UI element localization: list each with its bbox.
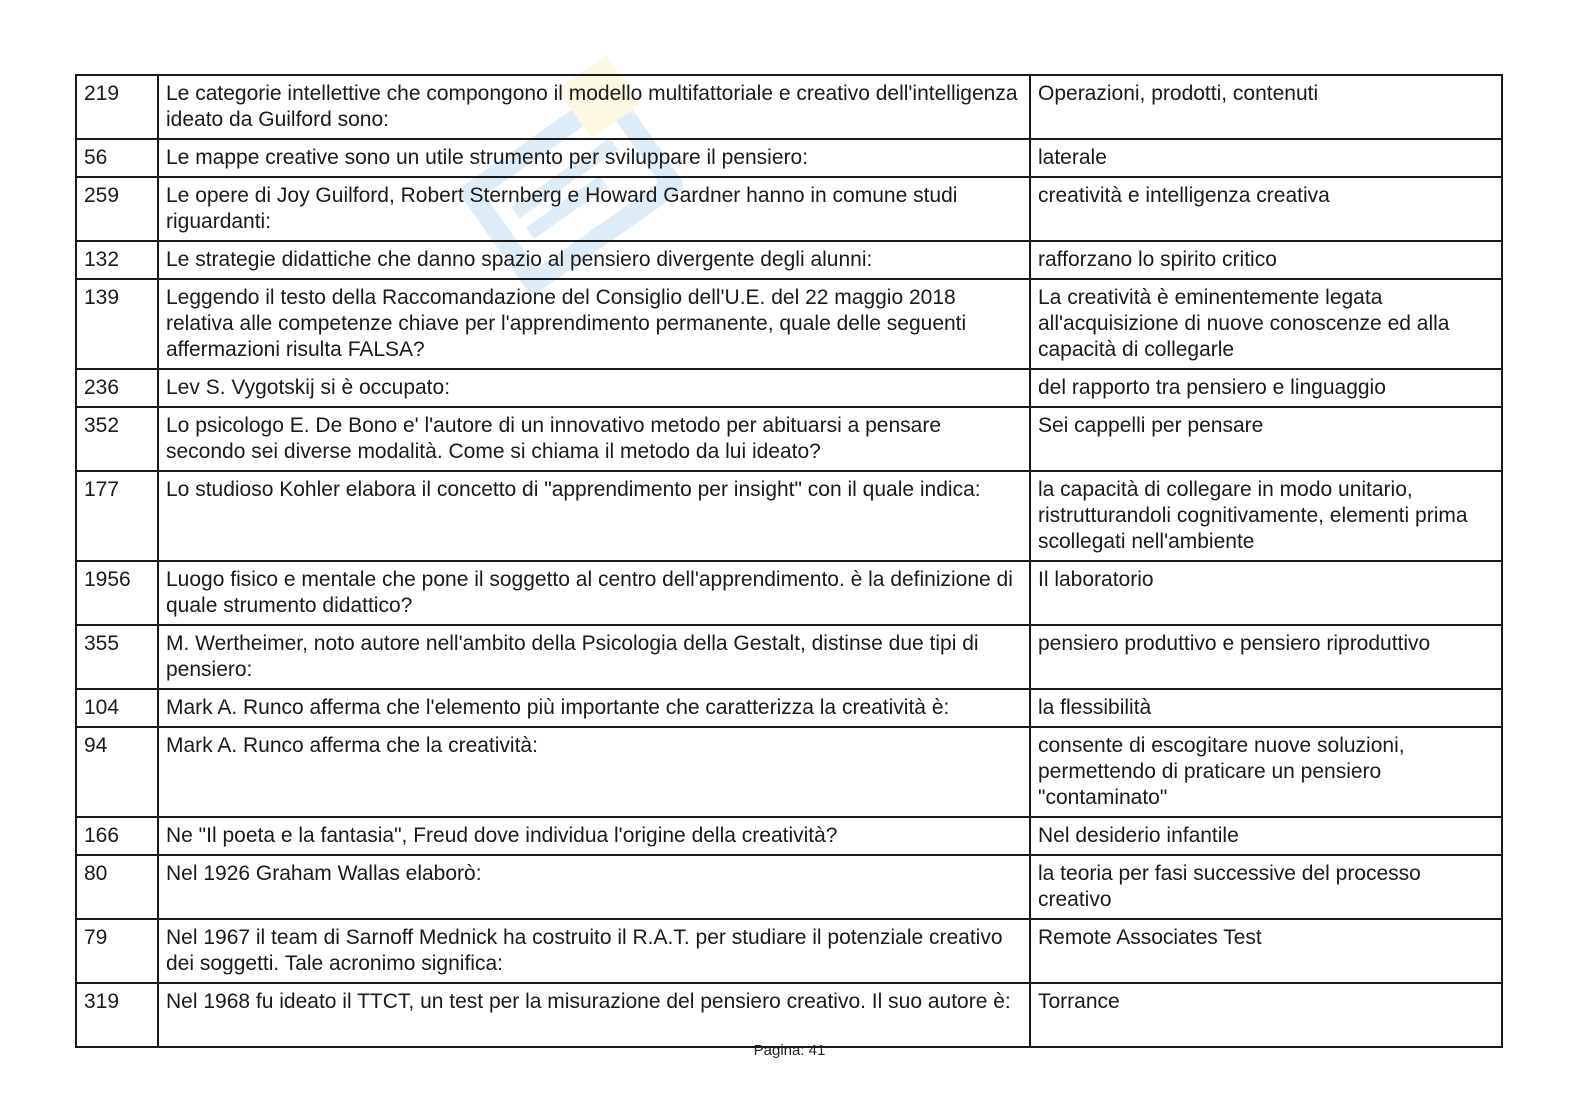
table-row [76,855,1502,919]
answer-text: creatività e intelligenza creativa [1030,177,1502,241]
question-text: Nel 1967 il team di Sarnoff Mednick ha costruito il R.A.T. per studiare il potenziale creativo dei soggetti. Tale acronimo significa: [158,919,1030,983]
table-row [76,139,1502,177]
answer-text: la capacità di collegare in modo unitario, ristrutturandoli cognitivamente, elementi prima scollegati nell'ambiente [1030,471,1502,561]
question-text: Lo studioso Kohler elabora il concetto di "apprendimento per insight" con il quale indica: [158,471,1030,561]
table-row [76,369,1502,407]
question-text: Luogo fisico e mentale che pone il soggetto al centro dell'apprendimento. è la definizione di quale strumento didattico? [158,561,1030,625]
question-id: 177 [76,471,158,561]
question-id: 219 [76,75,158,139]
question-text: Leggendo il testo della Raccomandazione del Consiglio dell'U.E. del 22 maggio 2018 relativa alle competenze chiave per l'apprendimento permanente, quale delle seguenti affermazioni risulta FALSA? [158,279,1030,369]
table-row [76,727,1502,817]
question-text: M. Wertheimer, noto autore nell'ambito della Psicologia della Gestalt, distinse due tipi di pensiero: [158,625,1030,689]
answer-text: Remote Associates Test [1030,919,1502,983]
question-answer-table [75,74,1503,1048]
answer-text: Sei cappelli per pensare [1030,407,1502,471]
question-text: Le strategie didattiche che danno spazio al pensiero divergente degli alunni: [158,241,1030,279]
question-text: Lo psicologo E. De Bono e' l'autore di un innovativo metodo per abituarsi a pensare secondo sei diverse modalità. Come si chiama il metodo da lui ideato? [158,407,1030,471]
question-text: Nel 1968 fu ideato il TTCT, un test per la misurazione del pensiero creativo. Il suo autore è: [158,983,1030,1047]
question-text: Ne "Il poeta e la fantasia", Freud dove individua l'origine della creatività? [158,817,1030,855]
answer-text: laterale [1030,139,1502,177]
question-id: 132 [76,241,158,279]
question-text: Mark A. Runco afferma che l'elemento più importante che caratterizza la creatività è: [158,689,1030,727]
answer-text: La creatività è eminentemente legata all'acquisizione di nuove conoscenze ed alla capacità di collegarle [1030,279,1502,369]
question-id: 80 [76,855,158,919]
question-id: 79 [76,919,158,983]
question-id: 104 [76,689,158,727]
answer-text: Nel desiderio infantile [1030,817,1502,855]
table-row [76,561,1502,625]
page-number: Pagina: 41 [753,1042,826,1059]
answer-text: del rapporto tra pensiero e linguaggio [1030,369,1502,407]
table-row [76,689,1502,727]
question-id: 139 [76,279,158,369]
question-id: 259 [76,177,158,241]
question-text: Mark A. Runco afferma che la creatività: [158,727,1030,817]
answer-text: la teoria per fasi successive del processo creativo [1030,855,1502,919]
question-id: 236 [76,369,158,407]
table-row [76,241,1502,279]
table-row [76,983,1502,1047]
answer-text: Il laboratorio [1030,561,1502,625]
question-text: Lev S. Vygotskij si è occupato: [158,369,1030,407]
question-text: Le opere di Joy Guilford, Robert Sternberg e Howard Gardner hanno in comune studi riguardanti: [158,177,1030,241]
table-row [76,279,1502,369]
question-text: Nel 1926 Graham Wallas elaborò: [158,855,1030,919]
answer-text: rafforzano lo spirito critico [1030,241,1502,279]
answer-text: Operazioni, prodotti, contenuti [1030,75,1502,139]
question-id: 355 [76,625,158,689]
answer-text: pensiero produttivo e pensiero riproduttivo [1030,625,1502,689]
question-id: 166 [76,817,158,855]
question-id: 352 [76,407,158,471]
table-row [76,919,1502,983]
answer-text: Torrance [1030,983,1502,1047]
question-id: 94 [76,727,158,817]
table-row [76,625,1502,689]
table-row [76,177,1502,241]
table-row [76,75,1502,139]
table-row [76,817,1502,855]
table-row [76,471,1502,561]
question-id: 56 [76,139,158,177]
question-text: Le categorie intellettive che compongono il modello multifattoriale e creativo dell'intelligenza ideato da Guilford sono: [158,75,1030,139]
answer-text: consente di escogitare nuove soluzioni, permettendo di praticare un pensiero "contaminato" [1030,727,1502,817]
answer-text: la flessibilità [1030,689,1502,727]
table-row [76,407,1502,471]
question-id: 319 [76,983,158,1047]
question-text: Le mappe creative sono un utile strumento per sviluppare il pensiero: [158,139,1030,177]
question-id: 1956 [76,561,158,625]
